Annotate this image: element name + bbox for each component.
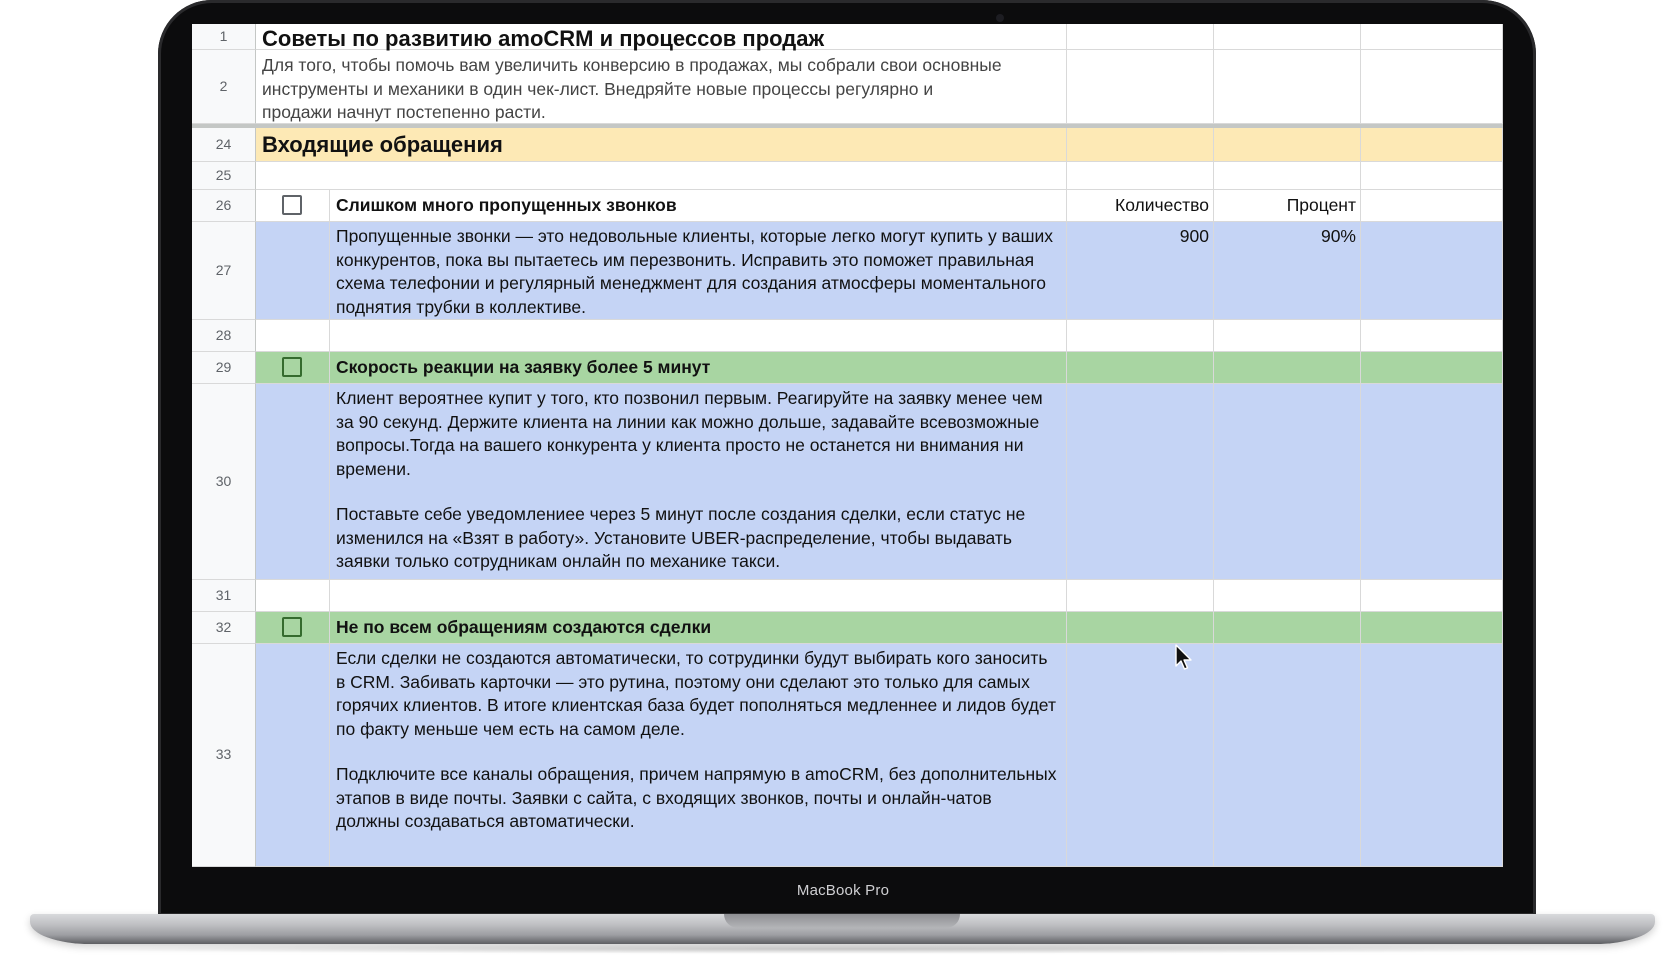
- checkbox-cell: [256, 190, 330, 222]
- paragraph: Если сделки не создаются автоматически, то сотрудинки будут выбирать кого заносить в CRM. Забивать карточки — это рутина, поэтому они сделают это только для самых горячих клиентов. В итоге клиентская база будет пополняться медленнее и лидов будет по факту меньше чем есть на самом деле.: [336, 648, 1056, 739]
- table-row: [192, 384, 1503, 580]
- laptop-screen: [192, 24, 1503, 867]
- camera-icon: [996, 14, 1004, 22]
- cell-f[interactable]: [1361, 222, 1503, 320]
- cell-empty[interactable]: [330, 320, 1067, 352]
- quantity-value[interactable]: 900: [1067, 222, 1214, 320]
- table-row: [192, 190, 1503, 222]
- cell-f[interactable]: [1361, 352, 1503, 384]
- row-number[interactable]: 33: [192, 644, 256, 867]
- cell-e[interactable]: [1214, 384, 1361, 580]
- table-row: [192, 580, 1503, 612]
- cell-f[interactable]: [1361, 128, 1503, 162]
- paragraph: Подключите все каналы обращения, причем напрямую в amoCRM, без дополнительных этапов в виде почты. Заявки с сайта, с входящих звонков, почты и онлайн-чатов должны создаваться автоматически.: [336, 764, 1057, 831]
- cell-f[interactable]: [1361, 384, 1503, 580]
- checkbox-cell: [256, 612, 330, 644]
- mouse-pointer-icon: [1175, 644, 1193, 672]
- cell-b[interactable]: [256, 222, 330, 320]
- checkbox-icon[interactable]: [282, 617, 302, 637]
- paragraph: Поставьте себе уведомлениее через 5 минут после создания сделки, если статус не изменился на «Взят в работу». Установите UBER-распределение, чтобы выдавать заявки только сотрудникам онлайн по механике такси.: [336, 504, 1026, 571]
- checkbox-cell: [256, 352, 330, 384]
- cell-e[interactable]: [1214, 128, 1361, 162]
- paragraph-gap: [336, 741, 1060, 763]
- cell-empty[interactable]: [256, 162, 1067, 190]
- table-row: [192, 352, 1503, 384]
- laptop-hinge-notch: [724, 914, 960, 928]
- cell-f[interactable]: [1361, 612, 1503, 644]
- item-title[interactable]: Скорость реакции на заявку более 5 минут: [330, 352, 1067, 384]
- cell-b[interactable]: [256, 384, 330, 580]
- laptop-shadow: [60, 944, 1625, 954]
- table-row: [192, 24, 1503, 50]
- cell-d[interactable]: [1067, 384, 1214, 580]
- row-number[interactable]: 30: [192, 384, 256, 580]
- table-row: [192, 128, 1503, 162]
- cell-d[interactable]: [1067, 50, 1214, 124]
- cell-empty[interactable]: [330, 580, 1067, 612]
- row-number[interactable]: 28: [192, 320, 256, 352]
- cell-f[interactable]: [1361, 50, 1503, 124]
- cell-f[interactable]: [1361, 24, 1503, 50]
- checkbox-icon[interactable]: [282, 357, 302, 377]
- cell-f[interactable]: [1361, 190, 1503, 222]
- row-number[interactable]: 26: [192, 190, 256, 222]
- cell-d[interactable]: [1067, 644, 1214, 867]
- cell-d[interactable]: [1067, 612, 1214, 644]
- cell-e[interactable]: [1214, 612, 1361, 644]
- cell-b[interactable]: [256, 644, 330, 867]
- cell-d[interactable]: [1067, 320, 1214, 352]
- row-number[interactable]: 2: [192, 50, 256, 124]
- cell-d[interactable]: [1067, 128, 1214, 162]
- cell-d[interactable]: [1067, 24, 1214, 50]
- item-description[interactable]: Пропущенные звонки — это недовольные клиенты, которые легко могут купить у ваших конкурентов, пока вы пытаетесь им перезвонить. Исправить это поможет правильная схема телефонии и регулярный менеджмент для создания атмосферы моментального поднятия трубки в коллективе.: [330, 222, 1067, 320]
- cell-e[interactable]: [1214, 580, 1361, 612]
- item-title[interactable]: Слишком много пропущенных звонков: [330, 190, 1067, 222]
- checkbox-icon[interactable]: [282, 195, 302, 215]
- sheet-title[interactable]: Советы по развитию amoCRM и процессов продаж: [256, 24, 1067, 50]
- cell-e[interactable]: [1214, 352, 1361, 384]
- cell-f[interactable]: [1361, 580, 1503, 612]
- cell-d[interactable]: [1067, 352, 1214, 384]
- table-row: [192, 320, 1503, 352]
- table-row: [192, 612, 1503, 644]
- item-description[interactable]: [330, 644, 1067, 867]
- item-description[interactable]: [330, 384, 1067, 580]
- row-number[interactable]: 29: [192, 352, 256, 384]
- column-header-percent[interactable]: Процент: [1214, 190, 1361, 222]
- cell-f[interactable]: [1361, 320, 1503, 352]
- cell-e[interactable]: [1214, 24, 1361, 50]
- cell-f[interactable]: [1361, 644, 1503, 867]
- percent-value[interactable]: 90%: [1214, 222, 1361, 320]
- table-row: [192, 222, 1503, 320]
- table-row: [192, 644, 1503, 867]
- row-number[interactable]: 25: [192, 162, 256, 190]
- row-number[interactable]: 24: [192, 128, 256, 162]
- cell-d[interactable]: [1067, 162, 1214, 190]
- section-header[interactable]: Входящие обращения: [256, 128, 1067, 162]
- item-title[interactable]: Не по всем обращениям создаются сделки: [330, 612, 1067, 644]
- paragraph: Клиент вероятнее купит у того, кто позвонил первым. Реагируйте на заявку менее чем за 90 секунд. Держите клиента на линии как можно дольше, задавайте всевозможные вопросы.Тогда на вашего конкурента у клиента просто не останется ни внимания ни времени.: [336, 388, 1043, 479]
- cell-e[interactable]: [1214, 162, 1361, 190]
- cell-b[interactable]: [256, 580, 330, 612]
- row-number[interactable]: 31: [192, 580, 256, 612]
- cell-b[interactable]: [256, 320, 330, 352]
- cell-f[interactable]: [1361, 162, 1503, 190]
- cell-d[interactable]: [1067, 580, 1214, 612]
- cell-e[interactable]: [1214, 50, 1361, 124]
- table-row: [192, 50, 1503, 124]
- device-label: MacBook Pro: [796, 882, 890, 899]
- intro-description[interactable]: Для того, чтобы помочь вам увеличить конверсию в продажах, мы собрали свои основные инструменты и механики в один чек-лист. Внедряйте новые процессы регулярно и продажи начнут постепенно расти.: [256, 50, 1067, 124]
- column-header-quantity[interactable]: Количество: [1067, 190, 1214, 222]
- cell-e[interactable]: [1214, 320, 1361, 352]
- row-number[interactable]: 32: [192, 612, 256, 644]
- cell-e[interactable]: [1214, 644, 1361, 867]
- table-row: [192, 162, 1503, 190]
- paragraph-gap: [336, 481, 1060, 503]
- row-number[interactable]: 1: [192, 24, 256, 50]
- row-number[interactable]: 27: [192, 222, 256, 320]
